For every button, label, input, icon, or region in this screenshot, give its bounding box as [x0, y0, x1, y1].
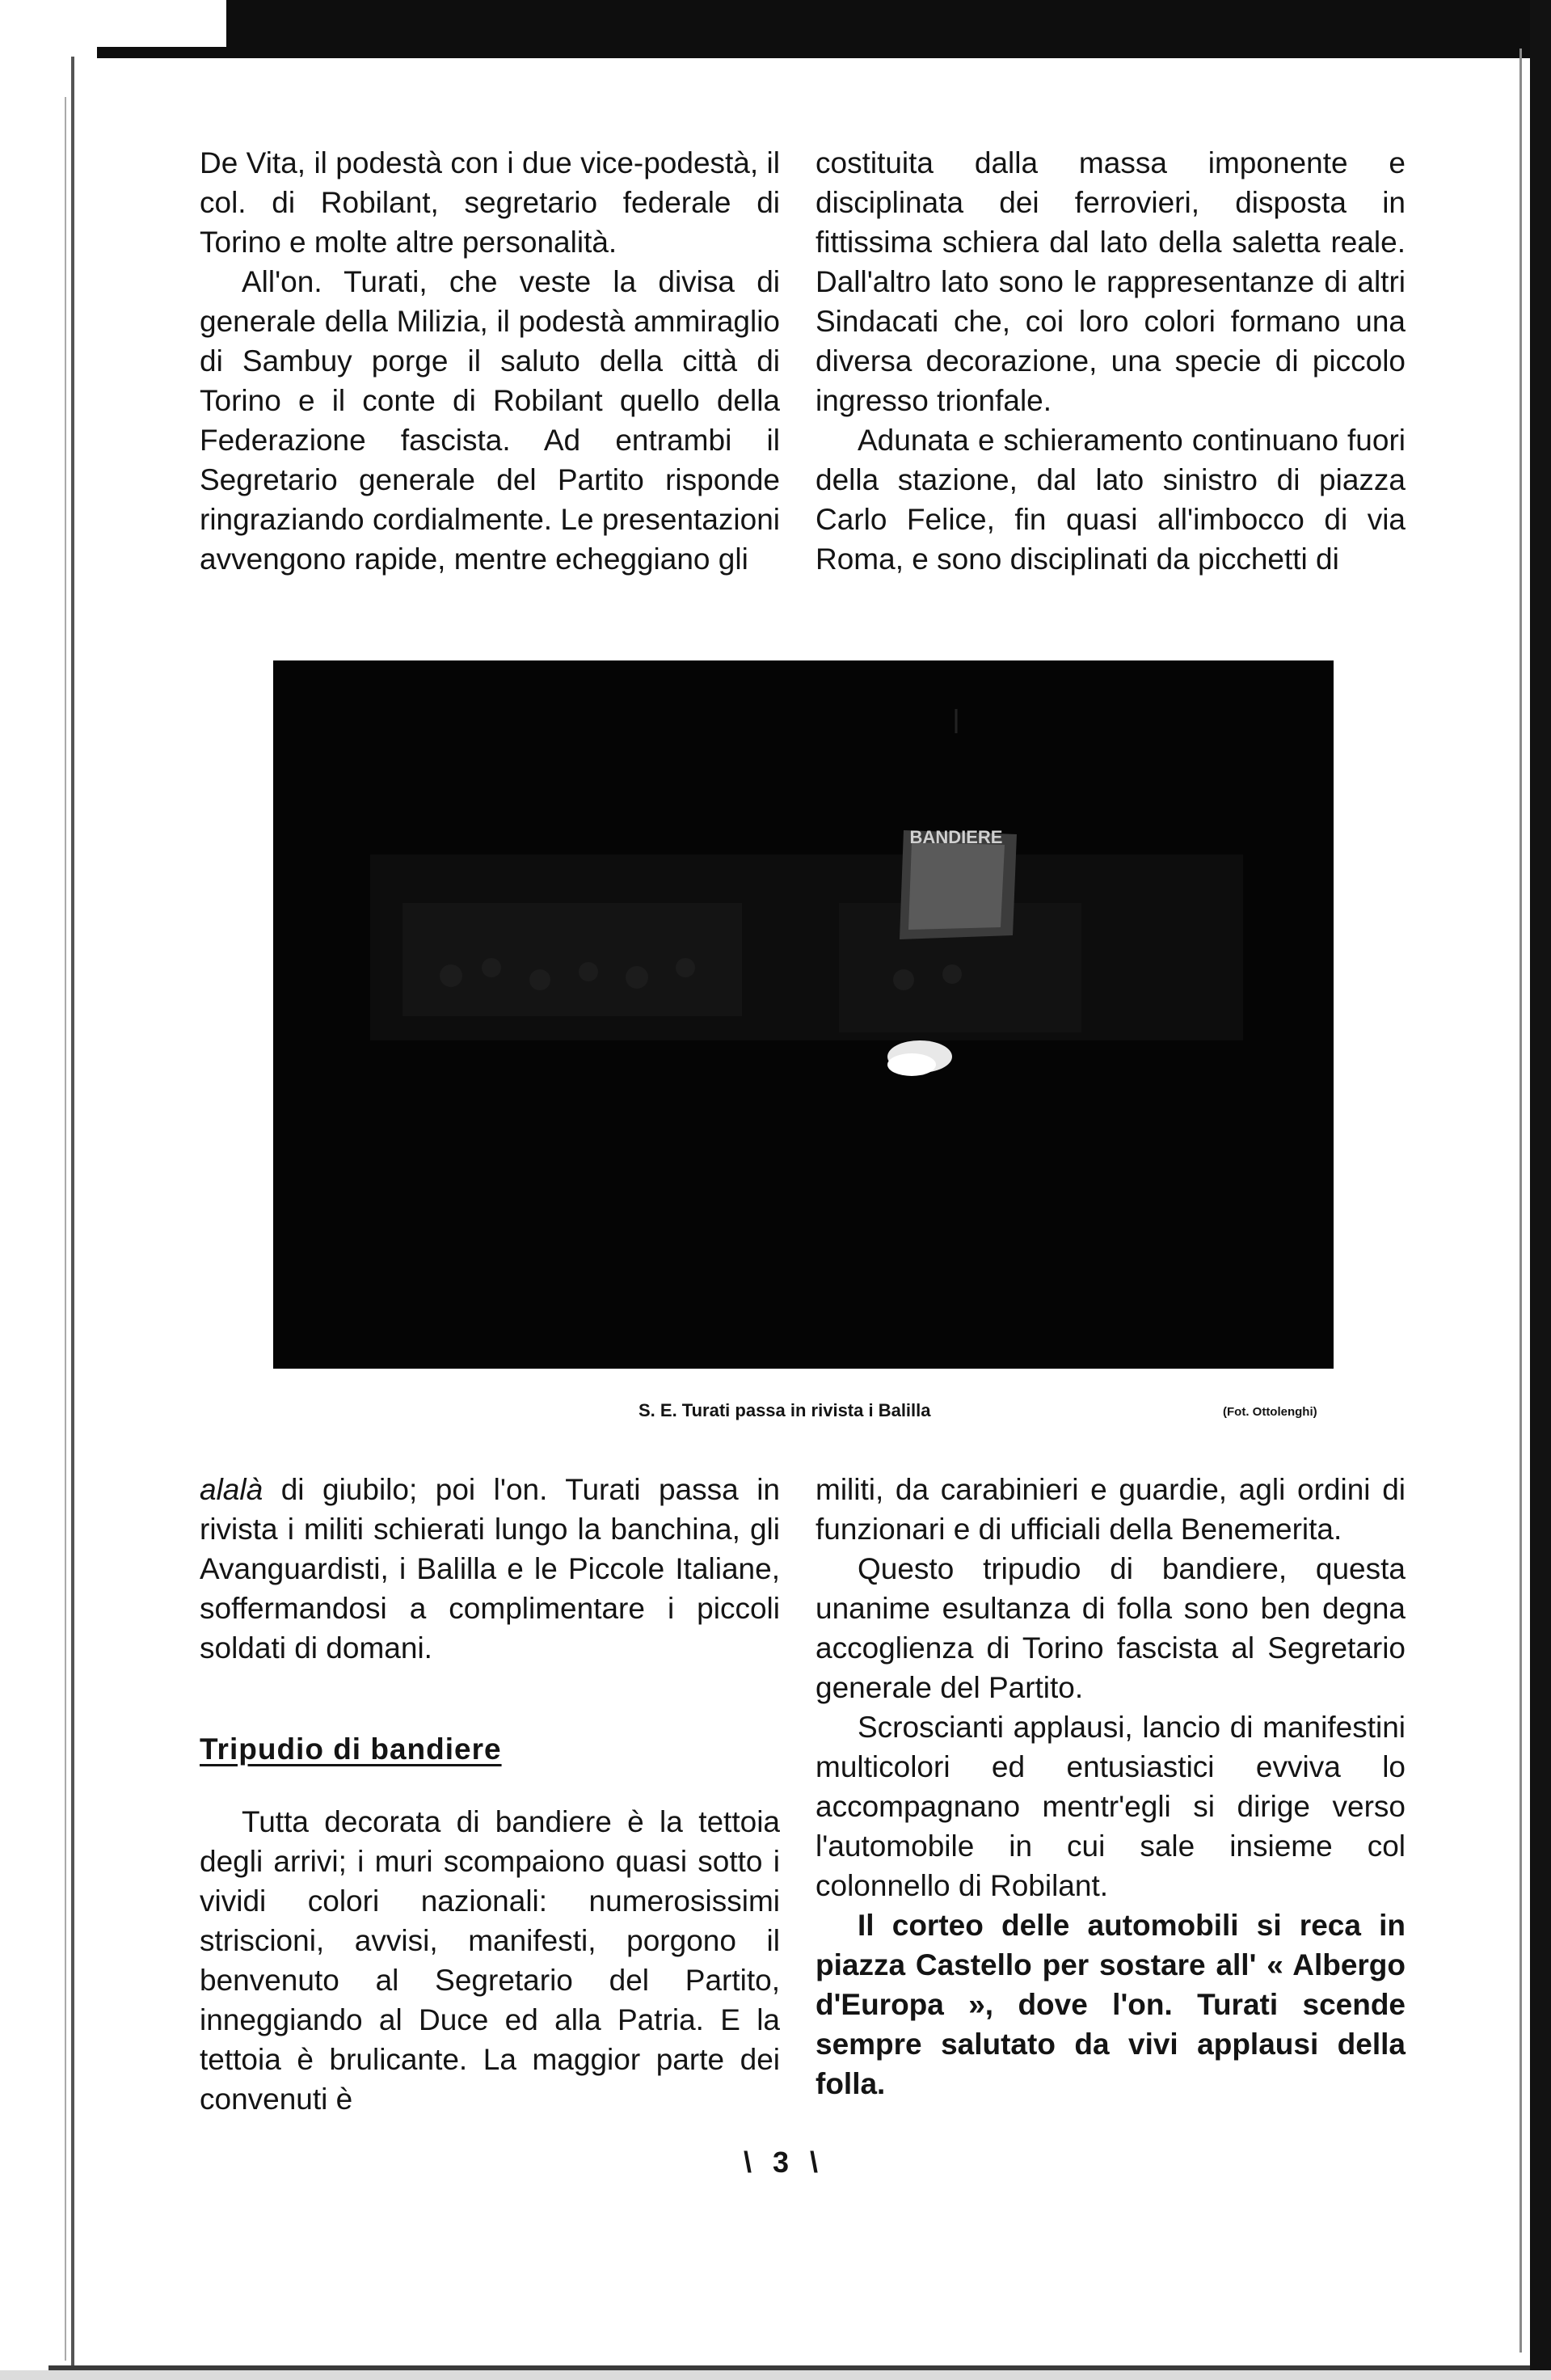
- scan-left-line: [71, 57, 74, 2380]
- scan-left-line-2: [65, 97, 66, 2361]
- scan-right-line: [1519, 49, 1522, 2353]
- scan-right-border: [1530, 0, 1551, 2380]
- page-number: \ 3 \: [744, 2146, 825, 2179]
- bottom-right-column: [816, 1470, 1406, 2104]
- top-left-column: [200, 143, 780, 579]
- paragraph: Tutta decorata di bandiere è la tettoia degli arrivi; i muri scompaiono quasi sotto i vividi colori nazionali: numerosissimi striscioni, avvisi, manifesti, porgono il benvenuto al Segretario del Partito, inneggiando al Duce ed alla Patria. E la tettoia è brulicante. La maggior parte dei convenuti è: [200, 1805, 780, 2116]
- paragraph: militi, da carabinieri e guardie, agli ordini di funzionari e di ufficiali della Benemerita.: [816, 1473, 1406, 1546]
- paragraph: Adunata e schieramento continuano fuori della stazione, dal lato sinistro di piazza Carlo Felice, fin quasi all'imbocco di via Roma, e sono disciplinati da picchetti di: [816, 424, 1406, 576]
- scan-top-notch: [0, 0, 226, 47]
- italic-word: alalà: [200, 1473, 263, 1506]
- paragraph-text: di giubilo; poi l'on. Turati passa in rivista i militi schierati lungo la banchina, gli Avanguardisti, i Balilla e le Piccole Italiane, soffermandosi a complimentare i piccoli soldati di domani.: [200, 1473, 780, 1665]
- photograph: [273, 660, 1334, 1369]
- top-right-column: [816, 143, 1406, 579]
- section-heading: Tripudio di bandiere: [200, 1732, 502, 1766]
- paragraph: Il corteo delle automobili si reca in piazza Castello per sostare all' « Albergo d'Europa », dove l'on. Turati scende sempre salutato da vivi applausi della folla.: [816, 1909, 1406, 2100]
- paragraph: [200, 1470, 780, 1668]
- paragraph: costituita dalla massa imponente e disciplinata dei ferrovieri, disposta in fittissima schiera dal lato della saletta reale. Dall'altro lato sono le rappresentanze di altri Sindacati che, coi loro colori formano una diversa decorazione, una specie di piccolo ingresso trionfale.: [816, 146, 1406, 417]
- scan-top-notch-2: [0, 47, 97, 58]
- paragraph: Questo tripudio di bandiere, questa unanime esultanza di folla sono ben degna accoglienza di Torino fascista al Segretario generale del Partito.: [816, 1552, 1406, 1704]
- paragraph: De Vita, il podestà con i due vice-podestà, il col. di Robilant, segretario federale di Torino e molte altre personalità.: [200, 146, 780, 259]
- bottom-left-column: [200, 1470, 780, 1668]
- paragraph: All'on. Turati, che veste la divisa di generale della Milizia, il podestà ammiraglio di Sambuy porge il saluto della città di Torino e il conte di Robilant quello della Federazione fascista. Ad entrambi il Segretario generale del Partito risponde ringraziando cordialmente. Le presentazioni avvengono rapide, mentre echeggiano gli: [200, 265, 780, 576]
- photo-caption: S. E. Turati passa in rivista i Balilla: [639, 1400, 931, 1420]
- scan-top-border: [0, 0, 1551, 58]
- photo-credit: (Fot. Ottolenghi): [1223, 1405, 1317, 1419]
- paragraph: Scroscianti applausi, lancio di manifestini multicolori ed entusiastici evviva lo accompagnano mentr'egli si dirige verso l'automobile in cui sale insieme col colonnello di Robilant.: [816, 1711, 1406, 1902]
- bottom-left-column-2: [200, 1802, 780, 2119]
- photo-sign-text: BANDIERE: [909, 827, 1003, 847]
- photo-scene: [273, 660, 1334, 1369]
- scan-bottom-border: [0, 2370, 1551, 2380]
